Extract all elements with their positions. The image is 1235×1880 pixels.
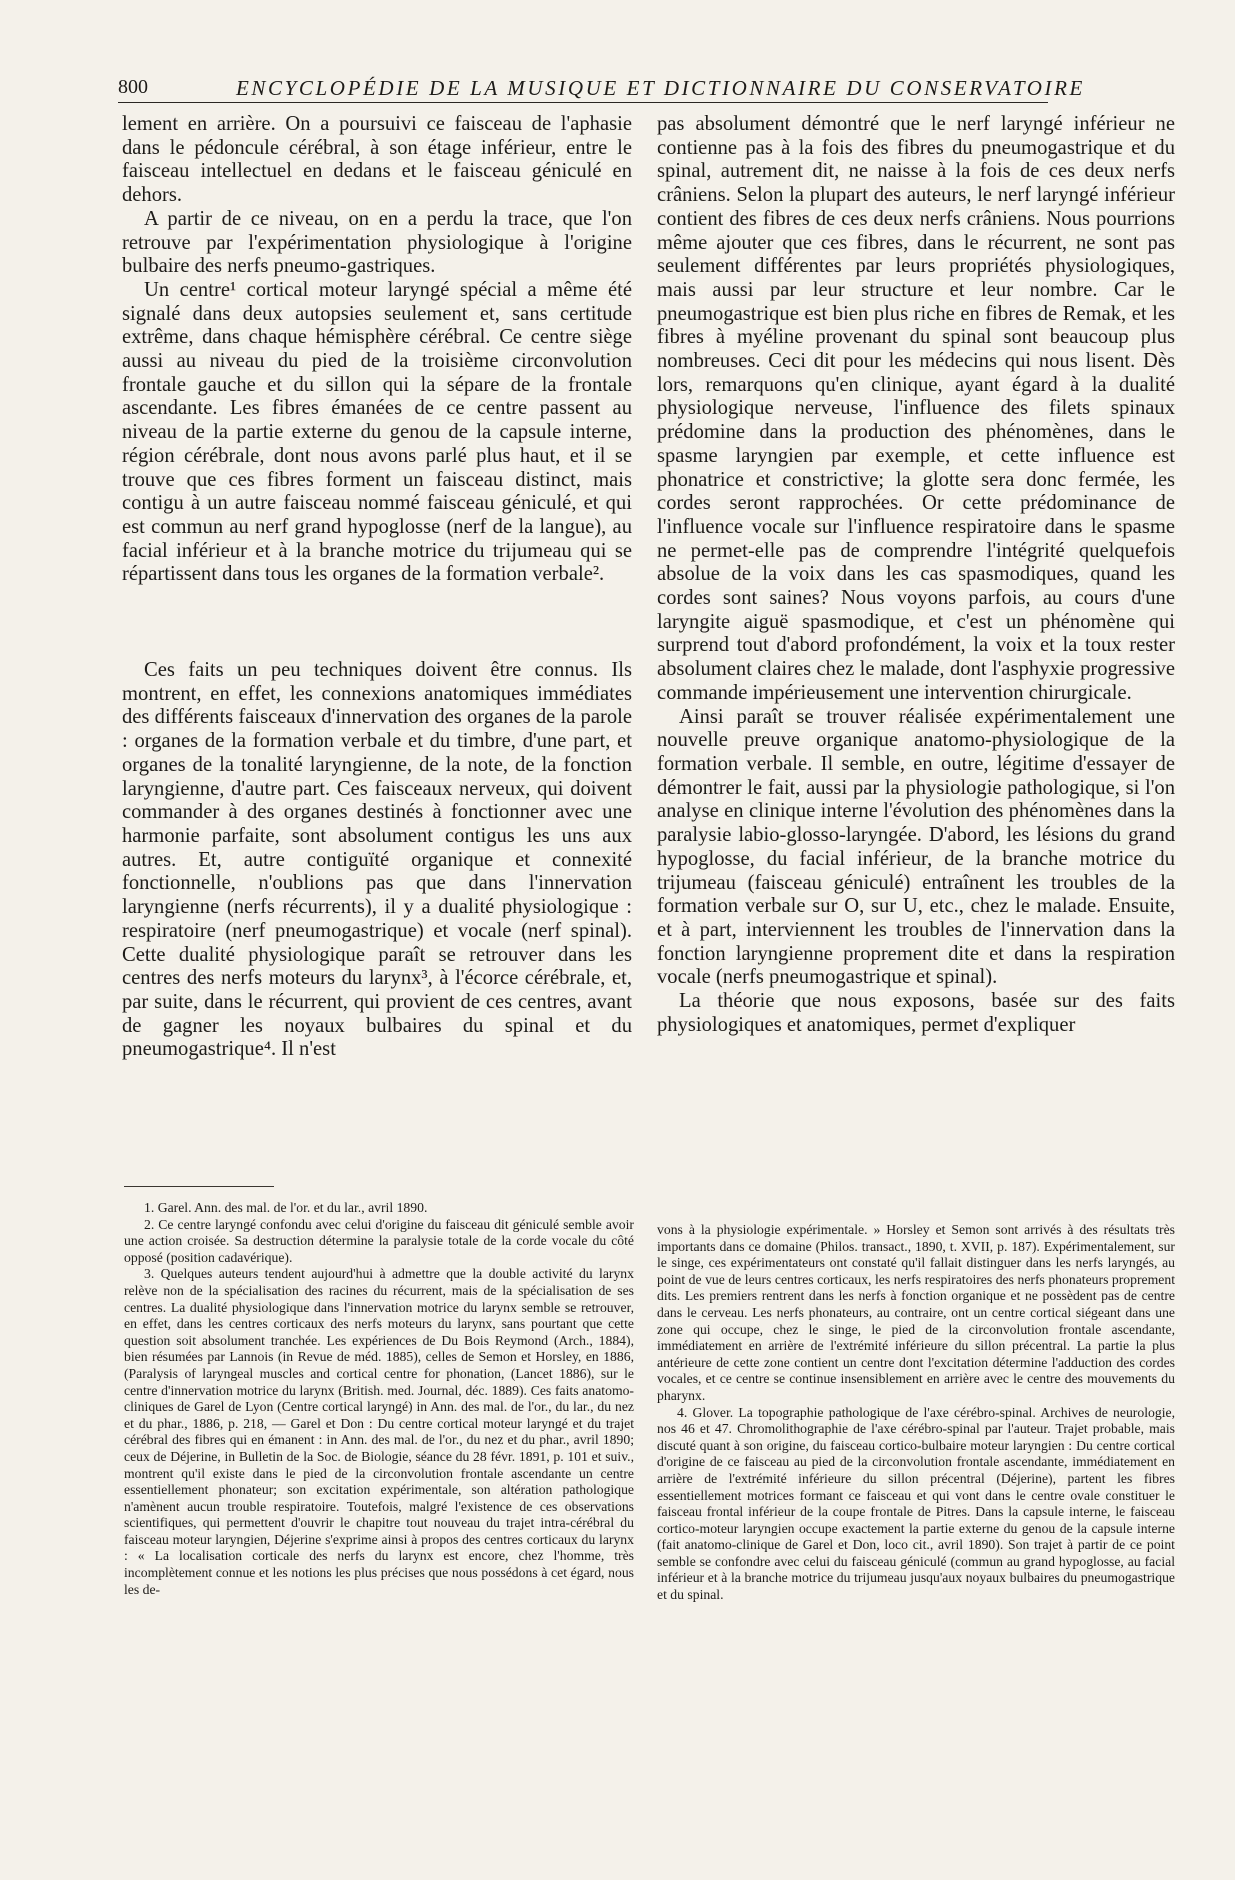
footnote-2: 2. Ce centre laryngé confondu avec celui d'origine du faisceau dit géniculé semble avoir une action croisée. Sa destruction détermine la paralysie totale de la corde vocale du côté opposé (position cadavérique). [124, 1216, 634, 1265]
left-column [122, 113, 632, 1062]
left-paragraph-3: Un centre¹ cortical moteur laryngé spécial a même été signalé dans deux autopsies seulement et, sans certitude extrême, dans chaque hémisphère cérébral. Ce centre siège aussi au niveau du pied de la troisième circonvolution frontale gauche et du sillon qui la sépare de la frontale ascendante. Les fibres émanées de ce centre passent au niveau de la partie externe du genou de la capsule interne, région cérébrale, dont nous avons parlé plus haut, et il se trouve que ces fibres forment un faisceau distinct, mais contigu à un autre faisceau nommé faisceau géniculé, et qui est commun au nerf grand hypoglosse (nerf de la langue), au facial inférieur et à la branche motrice du trijumeau qui se répartissent dans tous les organes de la formation verbale². [122, 278, 632, 586]
footnote-1: 1. Garel. Ann. des mal. de l'or. et du lar., avril 1890. [144, 1200, 428, 1215]
page-header [118, 76, 1085, 103]
right-paragraph-1: pas absolument démontré que le nerf laryngé inférieur ne contienne pas à la fois des fibres du pneumogastrique et du spinal, autrement dit, ne naisse à la fois de ces deux nerfs crâniens. Selon la plupart des auteurs, le nerf laryngé inférieur contient des fibres de ces deux nerfs crâniens. Nous pourrions même ajouter que ces fibres, dans le récurrent, ne sont pas seulement différentes par leurs propriétés physiologiques, mais aussi par leur structure et leur nombre. Car le pneumogastrique est bien plus riche en fibres de Remak, et les fibres à myéline provenant du spinal sont beaucoup plus nombreuses. Ceci dit pour les médecins qui nous lisent. Dès lors, remarquons qu'en clinique, ayant égard à la dualité physiologique nerveuse, l'influence des filets spinaux prédomine dans la production des phénomènes, dans le spasme laryngien par exemple, et cette influence est phonatrice et constrictive; la glotte sera donc fermée, les cordes seront rapprochées. Or cette prédominance de l'influence vocale sur l'influence respiratoire dans le spasme ne permet-elle pas de comprendre l'intégrité quelquefois absolue de la voix dans les cas spasmodiques, quand les cordes sont saines? Nous voyons parfois, au cours d'une laryngite aiguë spasmodique, et c'est un phénomène qui surprend tout d'abord profondément, la voix et la toux rester absolument claires chez le malade, dont l'asphyxie progressive commande impérieusement une intervention chirurgicale. [657, 113, 1175, 704]
left-paragraph-4: Ces faits un peu techniques doivent être connus. Ils montrent, en effet, les connexions anatomiques immédiates des différents faisceaux d'innervation des organes de la parole : organes de la formation verbale et du timbre, d'une part, et organes de la tonalité laryngienne, de la note, de la fonction laryngienne, d'autre part. Ces faisceaux nerveux, qui doivent commander à des organes destinés à fonctionner avec une harmonie parfaite, sont absolument contigus les uns aux autres. Et, autre contiguïté organique et connexité fonctionnelle, n'oublions pas que dans l'innervation laryngienne (nerfs récurrents), il y a dualité physiologique : respiratoire (nerf pneumogastrique) et vocale (nerf spinal). Cette dualité physiologique paraît se retrouver dans les centres des nerfs moteurs du larynx³, à l'écorce cérébrale, et, par suite, dans le récurrent, qui provient de ces centres, avant de gagner les noyaux bulbaires du spinal et du pneumogastrique⁴. Il n'est [122, 659, 632, 1061]
left-paragraph-1: lement en arrière. On a poursuivi ce faisceau de l'aphasie dans le pédoncule cérébral, à son étage inférieur, entre le faisceau intellectuel en dedans et le faisceau géniculé en dehors. [122, 113, 632, 207]
footnotes-left [124, 1200, 634, 1598]
running-title: ENCYCLOPÉDIE DE LA MUSIQUE ET DICTIONNAIRE DU CONSERVATOIRE [236, 76, 1085, 100]
page-number: 800 [118, 76, 148, 98]
right-paragraph-2: Ainsi paraît se trouver réalisée expérimentalement une nouvelle preuve organique anatomo-physiologique de la formation verbale. Il semble, en outre, légitime d'essayer de démontrer le fait, aussi par la physiologie pathologique, si l'on analyse en clinique interne l'évolution des phénomènes dans la paralysie labio-glosso-laryngée. D'abord, les lésions du grand hypoglosse, du facial inférieur, de la branche motrice du trijumeau (faisceau géniculé) entraînent les troubles de la formation verbale sur O, sur U, etc., chez le malade. Ensuite, et à part, interviennent les troubles de l'innervation dans la fonction laryngienne proprement dite et dans la respiration vocale (nerfs pneumogastrique et spinal). [657, 705, 1175, 989]
footnote-4: 4. Glover. La topographie pathologique de l'axe cérébro-spinal. Archives de neurologie, nos 46 et 47. Chromolithographie de l'axe cérébro-spinal par l'auteur. Trajet probable, mais discuté quant à son origine, du faisceau cortico-bulbaire moteur laryngien : Du centre cortical d'origine de ce faisceau au pied de la circonvolution frontale ascendante, immédiatement en arrière de l'extrémité inférieure du sillon précentral (Déjerine), partent les fibres essentiellement motrices formant ce faisceau et qui vont dans le centre ovale constituer le faisceau frontal inférieur de la coupe frontale de Pitres. Dans la capsule interne, le faisceau cortico-moteur laryngien occupe exactement la partie externe du genou de la capsule interne (fait anatomo-clinique de Garel et Don, loco cit., avril 1890). Son trajet à partir de ce point semble se confondre avec celui du faisceau géniculé (commun au grand hypoglosse, au facial inférieur et à la branche motrice du trijumeau jusqu'aux noyaux bulbaires du pneumogastrique et du spinal. [657, 1404, 1175, 1603]
section-gap [122, 587, 632, 659]
left-paragraph-2: A partir de ce niveau, on en a perdu la trace, que l'on retrouve par l'expérimentation physiologique à l'origine bulbaire des nerfs pneumo-gastriques. [122, 207, 632, 278]
footnote-3-continued: vons à la physiologie expérimentale. » Horsley et Semon sont arrivés à des résultats très importants dans ce domaine (Philos. transact., 1890, t. XVII, p. 187). Expérimentalement, sur le singe, ces expérimentateurs ont constaté qu'il fallait distinguer dans les nerfs laryngés, au point de vue de leurs centres corticaux, les nerfs respiratoires des nerfs phonateurs proprement dits. Les premiers rentrent dans les nerfs à fonction organique et ne possèdent pas de centre dans le cerveau. Les nerfs phonateurs, au contraire, ont un centre cortical siégeant dans une zone qui occupe, chez le singe, le pied de la circonvolution frontale ascendante, immédiatement en arrière de l'extrémité inférieure du sillon précentral. La partie la plus antérieure de cette zone contient un centre dont l'excitation détermine l'adduction des cordes vocales, et ce centre se continue insensiblement en arrière avec le centre des mouvements du pharynx. [657, 1222, 1175, 1403]
footnote-rule [124, 1186, 274, 1187]
footnotes-right [657, 1222, 1175, 1604]
right-column [657, 113, 1175, 1037]
right-paragraph-3: La théorie que nous exposons, basée sur des faits physiologiques et anatomiques, permet d'expliquer [657, 990, 1175, 1036]
footnote-3: 3. Quelques auteurs tendent aujourd'hui à admettre que la double activité du larynx relève non de la spécialisation des racines du récurrent, mais de la spécialisation de ses centres. La dualité physiologique dans l'innervation motrice du larynx semble se retrouver, en effet, dans les centres corticaux des nerfs moteurs du larynx, sans pourtant que cette question soit absolument tranchée. Les expériences de Du Bois Reymond (Arch., 1884), bien résumées par Lannois (in Revue de méd. 1885), celles de Semon et Horsley, en 1886, (Paralysis of laryngeal muscles and cortical centre for phonation, (Lancet 1886), sur le centre d'innervation motrice du larynx (British. med. Journal, déc. 1889). Ces faits anatomo-cliniques de Garel de Lyon (Centre cortical laryngé) in Ann. des mal. de l'or., du lar., du nez et du phar., 1886, p. 218, — Garel et Don : Du centre cortical moteur laryngé et du trajet cérébral des fibres qui en émanent : in Ann. des mal. de l'or., du nez et du phar., avril 1890; ceux de Déjerine, in Bulletin de la Soc. de Biologie, séance du 28 févr. 1891, p. 101 et suiv., montrent qu'il existe dans le pied de la circonvolution frontale ascendante un centre essentiellement phonateur; son excitation expérimentale, son altération pathologique n'amènent aucun trouble respiratoire. Toutefois, malgré l'existence de ces observations scientifiques, qui permettent d'ouvrir le chapitre tout nouveau du trajet intra-cérébral du faisceau moteur laryngien, Déjerine s'exprime ainsi à propos des centres corticaux du larynx : « La localisation corticale des nerfs du larynx est encore, chez l'homme, très incomplètement connue et les notions les plus précises que nous possédons à cet égard, nous les de- [124, 1266, 634, 1597]
